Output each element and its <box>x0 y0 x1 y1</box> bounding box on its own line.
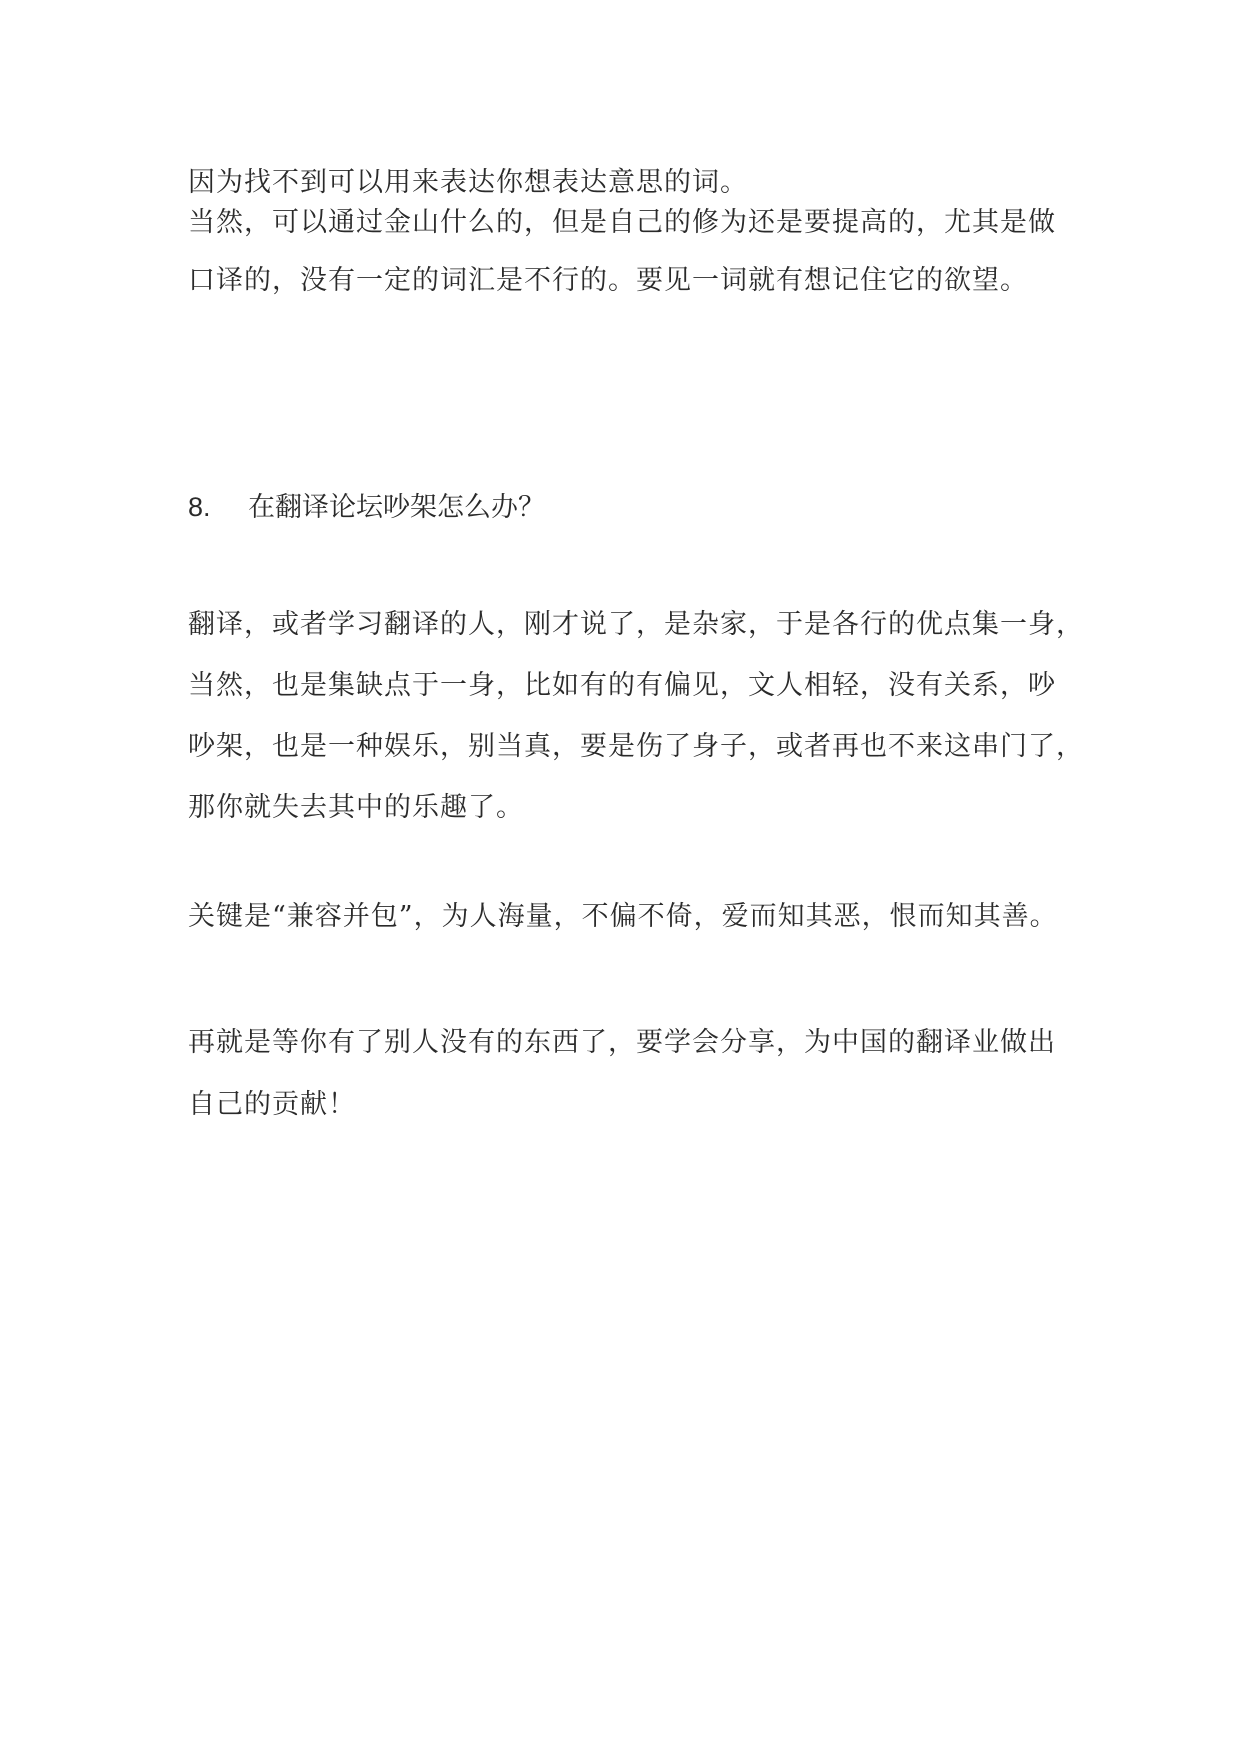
paragraph-line: 口译的，没有一定的词汇是不行的。要见一词就有想记住它的欲望。 <box>188 265 1028 296</box>
paragraph-line: 翻译，或者学习翻译的人，刚才说了，是杂家，于是各行的优点集一身， <box>188 609 1084 640</box>
paragraph-line: 因为找不到可以用来表达你想表达意思的词。 <box>188 167 748 198</box>
section-number: 8. <box>188 492 211 522</box>
paragraph-line: 吵架，也是一种娱乐，别当真，要是伤了身子，或者再也不来这串门了， <box>188 731 1084 762</box>
paragraph-line: 关键是“兼容并包”，为人海量，不偏不倚，爱而知其恶，恨而知其善。 <box>188 901 1058 932</box>
paragraph-line: 那你就失去其中的乐趣了。 <box>188 792 524 823</box>
paragraph-line: 再就是等你有了别人没有的东西了，要学会分享，为中国的翻译业做出 <box>188 1027 1056 1058</box>
paragraph-line: 自己的贡献！ <box>188 1089 356 1120</box>
paragraph-line: 当然，也是集缺点于一身，比如有的有偏见，文人相轻，没有关系，吵 <box>188 670 1056 701</box>
section-heading <box>188 490 1068 525</box>
section-title: 在翻译论坛吵架怎么办？ <box>248 492 545 523</box>
paragraph-line: 当然，可以通过金山什么的，但是自己的修为还是要提高的，尤其是做 <box>188 207 1056 238</box>
